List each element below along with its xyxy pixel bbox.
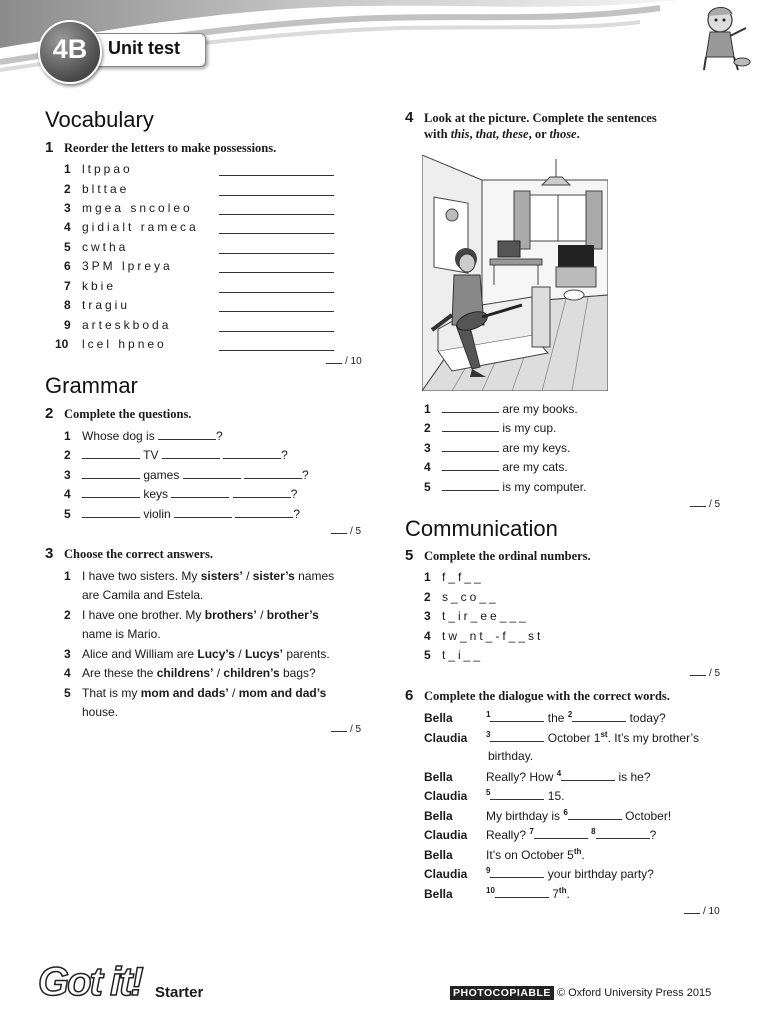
dialogue-line-continued: birthday. — [488, 749, 534, 763]
list-item: 3 mgea sncoleo — [64, 201, 193, 215]
score-box: / 5 — [690, 499, 720, 510]
answer-blank[interactable] — [442, 421, 499, 432]
answer-blank[interactable] — [490, 867, 544, 878]
score-box: / 5 — [331, 724, 361, 735]
answer-blank[interactable] — [219, 223, 334, 234]
section-title-communication: Communication — [405, 516, 558, 541]
list-item: 4 tw_nt_-f__st — [424, 629, 544, 643]
exercise-instruction: Look at the picture. Complete the sentences — [424, 111, 657, 125]
answer-blank[interactable] — [82, 448, 140, 459]
exercise-number: 5 — [405, 547, 414, 564]
option-a[interactable]: brothers’ — [204, 608, 257, 622]
score-box: / 10 — [326, 356, 362, 367]
option-a[interactable]: Lucy’s — [197, 647, 235, 661]
answer-blank[interactable] — [158, 429, 216, 440]
exercise-number: 6 — [405, 687, 414, 704]
list-item: 5 cwtha — [64, 240, 129, 254]
answer-blank[interactable] — [495, 887, 549, 898]
list-item: 2 blttae — [64, 182, 130, 196]
answer-blank[interactable] — [233, 487, 291, 498]
exercise-instruction-line2: with this, that, these, or those. — [424, 127, 580, 141]
list-item: 3 games ? — [64, 468, 309, 482]
list-item-continued: house. — [82, 705, 119, 719]
section-title-vocabulary: Vocabulary — [45, 107, 154, 132]
list-item-continued: are Camila and Estela. — [82, 588, 204, 602]
option-a[interactable]: childrens’ — [156, 666, 214, 680]
option-b[interactable]: sister’s — [252, 569, 295, 583]
dialogue-line: Bella My birthday is $^6$ October! — [424, 808, 672, 823]
exercise-number: 4 — [405, 109, 414, 126]
section-title-grammar: Grammar — [45, 373, 138, 398]
list-item: 1 f_f__ — [424, 570, 484, 584]
answer-blank[interactable] — [82, 487, 140, 498]
answer-blank[interactable] — [82, 507, 140, 518]
answer-blank[interactable] — [219, 204, 334, 215]
level-label: Starter — [155, 984, 204, 1001]
exercise-instruction: Reorder the letters to make possessions. — [64, 141, 277, 155]
list-item: 2 TV ? — [64, 448, 288, 462]
exercise-instruction: Complete the questions. — [64, 407, 192, 421]
answer-blank[interactable] — [219, 165, 334, 176]
answer-blank[interactable] — [183, 468, 241, 479]
answer-blank[interactable] — [490, 789, 544, 800]
list-item: 9 arteskboda — [64, 318, 172, 332]
dialogue-line: Bella $^1$ the $^2$ today? — [424, 710, 666, 725]
dialogue-line: Claudia $^3$ October 1st. It’s my brother’s — [424, 730, 699, 745]
answer-blank[interactable] — [219, 282, 334, 293]
answer-blank[interactable] — [174, 507, 232, 518]
answer-blank[interactable] — [82, 468, 140, 479]
score-box: / 5 — [690, 668, 720, 679]
score-box: / 10 — [684, 906, 720, 917]
answer-blank[interactable] — [596, 828, 650, 839]
answer-blank[interactable] — [171, 487, 229, 498]
list-item: 4 Are these the childrens’ / children’s bags? — [64, 666, 316, 680]
exercise-number: 2 — [45, 405, 54, 422]
unit-number: 4B — [52, 34, 88, 64]
list-item: 7 kbie — [64, 279, 117, 293]
option-b[interactable]: brother’s — [266, 608, 319, 622]
list-item: 3 are my keys. — [424, 441, 571, 455]
list-item: 1 ltppao — [64, 162, 133, 176]
dialogue-line: Claudia $^5$ 15. — [424, 788, 565, 803]
answer-blank[interactable] — [442, 402, 499, 413]
exercise-instruction: Choose the correct answers. — [64, 547, 214, 561]
list-item-continued: name is Mario. — [82, 627, 161, 641]
answer-blank[interactable] — [219, 321, 334, 332]
option-b[interactable]: Lucys’ — [244, 647, 283, 661]
brand-logo: Got it! — [38, 960, 142, 1004]
answer-blank[interactable] — [442, 480, 499, 491]
list-item: 5 That is my mom and dads’ / mom and dad’s — [64, 686, 327, 700]
dialogue-line: Bella $^{10}$ 7th. — [424, 886, 570, 901]
dialogue-line: Bella Really? How $^4$ is he? — [424, 769, 651, 784]
mascot-illustration — [694, 2, 754, 72]
list-item: 3 Alice and William are Lucy’s / Lucys’ parents. — [64, 647, 330, 661]
answer-blank[interactable] — [235, 507, 293, 518]
list-item: 6 3PM lpreya — [64, 259, 173, 273]
answer-blank[interactable] — [219, 185, 334, 196]
list-item: 2 I have one brother. My brothers’ / brother’s — [64, 608, 319, 622]
exercise-number: 3 — [45, 545, 54, 562]
dialogue-line: Claudia Really? $^7$ $^8$ ? — [424, 827, 657, 842]
answer-blank[interactable] — [244, 468, 302, 479]
list-item: 2 s_co__ — [424, 590, 499, 604]
exercise-number: 1 — [45, 139, 54, 156]
answer-blank[interactable] — [442, 460, 499, 471]
list-item: 4 keys ? — [64, 487, 298, 501]
answer-blank[interactable] — [490, 731, 544, 742]
list-item: 1 I have two sisters. My sisters’ / sister’s names — [64, 569, 335, 583]
list-item: 5 is my computer. — [424, 480, 587, 494]
answer-blank[interactable] — [219, 262, 334, 273]
list-item: 5 violin ? — [64, 507, 301, 521]
answer-blank[interactable] — [162, 448, 220, 459]
exercise-instruction: Complete the ordinal numbers. — [424, 549, 591, 563]
list-item: 1 are my books. — [424, 402, 578, 416]
dialogue-line: Bella It’s on October 5th. — [424, 847, 585, 862]
copyright-line — [450, 987, 711, 999]
answer-blank[interactable] — [490, 711, 544, 722]
list-item: 8 tragiu — [64, 298, 131, 312]
list-item: 5 t_i__ — [424, 648, 484, 662]
dialogue-line: Claudia $^9$ your birthday party? — [424, 866, 654, 881]
option-b[interactable]: children’s — [223, 666, 280, 680]
list-item: 3 t_ir_ee___ — [424, 609, 529, 623]
list-item: 10 lcel hpneo — [55, 337, 167, 351]
answer-blank[interactable] — [219, 301, 334, 312]
answer-blank[interactable] — [534, 828, 588, 839]
answer-blank[interactable] — [442, 441, 499, 452]
score-box: / 5 — [331, 526, 361, 537]
list-item: 4 are my cats. — [424, 460, 568, 474]
answer-blank[interactable] — [223, 448, 281, 459]
list-item: 4 gidialt rameca — [64, 220, 199, 234]
list-item: 2 is my cup. — [424, 421, 557, 435]
photocopiable-badge: PHOTOCOPIABLE — [450, 986, 554, 1000]
answer-blank[interactable] — [219, 243, 334, 254]
answer-blank[interactable] — [561, 770, 615, 781]
copyright-text: © Oxford University Press 2015 — [556, 987, 712, 999]
option-b[interactable]: mom and dad’s — [238, 686, 327, 700]
answer-blank[interactable] — [568, 809, 622, 820]
answer-blank[interactable] — [219, 340, 334, 351]
list-item: 1 Whose dog is ? — [64, 429, 223, 443]
exercise-instruction: Complete the dialogue with the correct words. — [424, 689, 670, 703]
answer-blank[interactable] — [572, 711, 626, 722]
option-a[interactable]: mom and dads’ — [140, 686, 229, 700]
bedroom-picture — [422, 155, 608, 391]
option-a[interactable]: sisters’ — [200, 569, 243, 583]
page-title: Unit test — [108, 38, 180, 58]
